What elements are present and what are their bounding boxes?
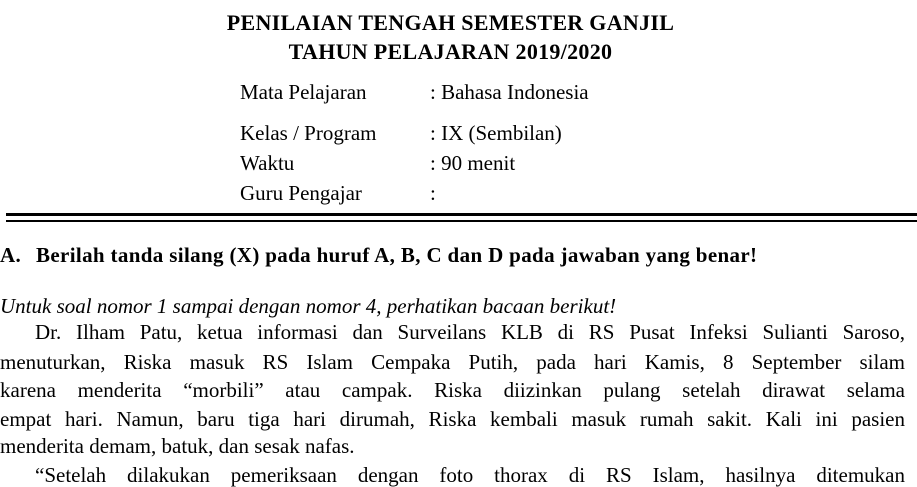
- info-label: Mata Pelajaran: [240, 80, 367, 104]
- info-label: Guru Pengajar: [240, 181, 362, 205]
- info-label: Kelas / Program: [240, 121, 377, 145]
- academic-year-title: TAHUN PELAJARAN 2019/2020: [288, 39, 613, 64]
- section-letter: A.: [0, 243, 22, 267]
- passage-line: Dr. Ilham Patu, ketua informasi dan Surveilans KLB di RS Pusat Infeksi Sulianti Saroso,: [35, 320, 905, 344]
- passage-line: menderita demam, batuk, dan sesak nafas.: [0, 434, 355, 458]
- info-value: : IX (Sembilan): [430, 121, 562, 145]
- info-label: Waktu: [240, 151, 295, 175]
- info-value: : Bahasa Indonesia: [430, 80, 589, 104]
- passage-line: “Setelah dilakukan pemeriksaan dengan foto thorax di RS Islam, hasilnya ditemukan: [35, 463, 905, 487]
- section-instruction: Berilah tanda silang (X) pada huruf A, B, C dan D pada jawaban yang benar!: [36, 243, 758, 267]
- reading-note: Untuk soal nomor 1 sampai dengan nomor 4, perhatikan bacaan berikut!: [0, 294, 617, 318]
- passage-line: karena menderita “morbili” atau campak. Riska diizinkan pulang setelah dirawat selama: [0, 378, 905, 402]
- passage-line: menuturkan, Riska masuk RS Islam Cempaka Putih, pada hari Kamis, 8 September silam: [0, 350, 905, 374]
- info-value: : 90 menit: [430, 151, 516, 175]
- header-divider-thin: [6, 220, 917, 222]
- info-value: :: [430, 181, 436, 205]
- header-divider-thick: [6, 213, 917, 216]
- exam-title: PENILAIAN TENGAH SEMESTER GANJIL: [226, 10, 675, 35]
- section-heading: [0, 245, 757, 266]
- passage-line: empat hari. Namun, baru tiga hari dirumah, Riska kembali masuk rumah sakit. Kali ini pasien: [0, 407, 905, 431]
